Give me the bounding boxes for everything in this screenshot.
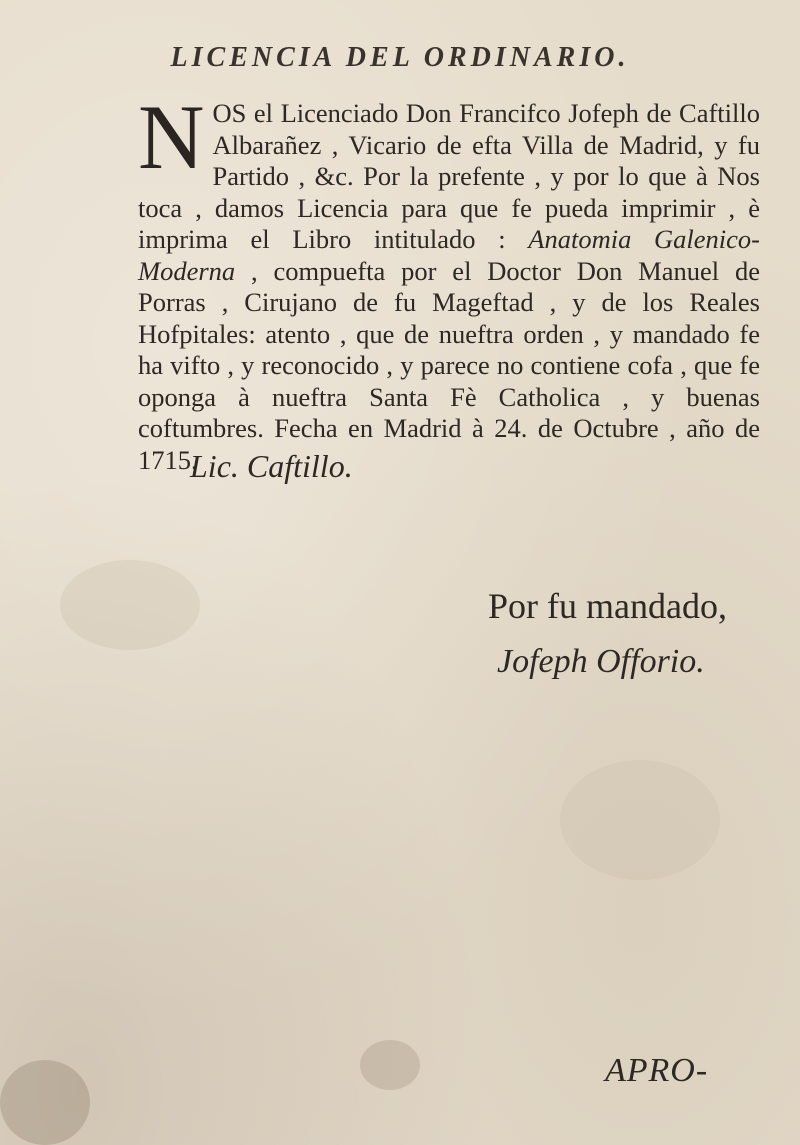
vicar-signature: Lic. Caftillo. [190, 448, 353, 484]
drop-cap: N [138, 86, 205, 188]
paper-stain [360, 1040, 420, 1090]
license-paragraph [138, 86, 760, 476]
paper-stain [0, 1060, 90, 1145]
paper-stain [560, 760, 720, 880]
catchword: APRO- [605, 1052, 709, 1089]
book-title: Anatomia Galenico-Moderna [138, 224, 760, 286]
paper-stain [60, 560, 200, 650]
mandate-line: Por fu mandado, [488, 586, 727, 626]
secretary-signature: Jofeph Offorio. [497, 643, 705, 680]
section-heading: LICENCIA DEL ORDINARIO. [170, 42, 630, 73]
license-text-part-2: , compuefta por el Doctor Don Manuel de Porras , Cirujano de fu Mageftad , y de los Reales Hofpitales: atento , que de nueftra orden , y mandado fe ha vifto , y reconocido , y parece no contiene cofa , que fe oponga à nueftra Santa Fè Catholica , y buenas coftumbres. Fecha en Madrid à 24. de Octubre , año de 1715. [138, 255, 760, 475]
license-text-part-1: OS el Licenciado Don Francifco Jofeph de Caftillo Albarañez , Vicario de efta Villa de Madrid, y fu Partido , &c. Por la prefente , y por lo que à Nos toca , damos Licencia para que fe pueda imprimir , è imprima el Libro intitulado : [138, 98, 760, 254]
